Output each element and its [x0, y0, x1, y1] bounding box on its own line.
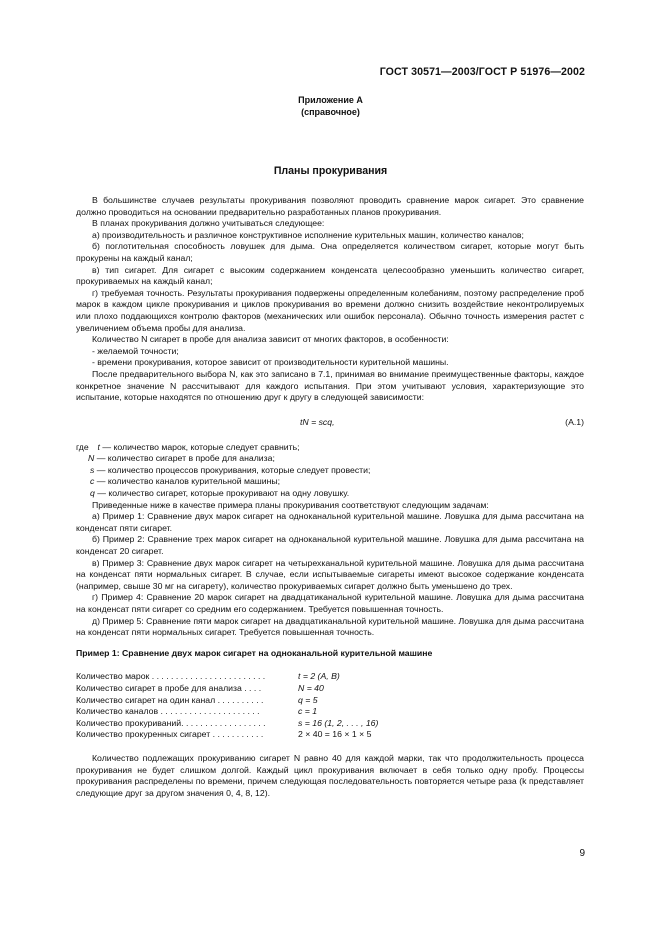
paragraph: Количество подлежащих прокуриванию сигарет N равно 40 для каждой марки, так что продолжительность процесса прокуривания не будет слишком долгой. Каждый цикл прокуривания включает в себя только одну пробу. Процессы прокуривания распределены по времени, причем следующая последовательность повторяется четыре раза (k представляет следующие друг за другом значения 0, 4, 8, 12). [76, 752, 584, 798]
section-title: Планы прокуривания [273, 165, 388, 177]
list-item: - желаемой точности; [92, 345, 179, 356]
appendix-title: Приложение А [298, 95, 363, 105]
parameter-value: c = 1 [298, 706, 318, 717]
parameter-label: Количество сигарет в пробе для анализа . . . . [76, 682, 262, 693]
example-item: д) Пример 5: Сравнение пяти марок сигарет на двадцатиканальной курительной машине. Ловушка для дыма рассчитана на конденсат пяти нормальных сигарет. Требуется повышенная точность. [76, 615, 584, 638]
definition-text: — количество сигарет в пробе для анализа; [96, 453, 275, 464]
example-item: г) Пример 4: Сравнение 20 марок сигарет на двадцатиканальной курительной машине. Ловушка для дыма рассчитана на конденсат пяти сигарет со средним его содержанием. Требуется повышенная точность. [76, 592, 584, 614]
document-body [76, 195, 584, 799]
parameter-value: N = 40 [298, 682, 324, 693]
example-heading: Пример 1: Сравнение двух марок сигарет на одноканальной курительной машине [76, 647, 433, 658]
paragraph: Приведенные ниже в качестве примера планы прокуривания соответствуют следующим задачам: [92, 499, 489, 510]
definition-symbol: N [88, 453, 95, 464]
parameter-value: s = 16 (1, 2, . . . , 16) [298, 717, 379, 728]
parameter-value: q = 5 [298, 694, 318, 705]
definition-symbol: s [90, 464, 95, 475]
example-item: б) Пример 2: Сравнение трех марок сигарет на одноканальной курительной машине. Ловушка для дыма рассчитана на конденсат 20 сигарет. [76, 534, 584, 557]
list-item: в) тип сигарет. Для сигарет с высоким содержанием конденсата целесообразно уменьшить количество сигарет, прокуриваемых на каждый канал; [76, 264, 584, 287]
parameter-row [76, 683, 584, 695]
page-number: 9 [579, 848, 585, 859]
parameter-row [76, 718, 584, 730]
example-item: а) Пример 1: Сравнение двух марок сигарет на одноканальной курительной машине. Ловушка для дыма рассчитана на конденсат пяти сигарет. [76, 511, 584, 533]
formula-expression: tN = scq, [300, 416, 335, 427]
list-item: б) поглотительная способность ловушек для дыма. Она определяется количеством сигарет, которые могут быть прокурены на каждый канал; [76, 241, 584, 263]
parameter-label: Количество прокуренных сигарет . . . . . . . . . . . [76, 729, 264, 740]
parameter-row [76, 706, 584, 718]
definition-symbol: c [90, 476, 95, 487]
parameter-label: Количество прокуриваний. . . . . . . . . . . . . . . . . . [76, 717, 266, 728]
parameter-value: 2 × 40 = 16 × 1 × 5 [298, 729, 372, 740]
definition-text: — количество процессов прокуривания, которые следует провести; [96, 464, 371, 475]
paragraph: Количество N сигарет в пробе для анализа зависит от многих факторов, в особенности: [92, 334, 449, 345]
parameter-row [76, 695, 584, 707]
list-item: а) производительность и различное конструктивное исполнение курительных машин, количество каналов; [92, 229, 524, 240]
definitions-list [76, 442, 584, 500]
definition-row [76, 476, 584, 488]
parameter-value: t = 2 (A, B) [298, 671, 340, 682]
example-parameters [76, 671, 584, 741]
document-header: ГОСТ 30571—2003/ГОСТ Р 51976—2002 [379, 66, 585, 78]
parameter-label: Количество сигарет на один канал . . . . . . . . . . [76, 694, 264, 705]
example-item: в) Пример 3: Сравнение двух марок сигарет на четырехканальной курительной машине. Ловушка для дыма рассчитана на конденсат пяти нормальных сигарет. В случае, если испытываемые сигареты имеют высокое содержание конденсата (например, свыше 30 мг на сигарету), количество прокуриваемых сигарет должно быть уменьшено до трех. [76, 557, 584, 591]
formula-block [76, 409, 584, 439]
definition-row [76, 465, 584, 477]
parameter-label: Количество марок . . . . . . . . . . . . . . . . . . . . . . . . [76, 671, 266, 682]
list-item: г) требуемая точность. Результаты прокуривания подвержены определенным колебаниям, поэтому распределение проб марок в каждом цикле прокуривания и циклов прокуривания во времени должно снизить воздействие неконтролируемых или плохо поддающихся контролю факторов (механических или ошибок персонала). Обычно точность измерения растет с увеличением объема пробы для анализа. [76, 287, 584, 333]
parameter-label: Количество каналов . . . . . . . . . . . . . . . . . . . . . [76, 706, 260, 717]
list-item: - времени прокуривания, которое зависит от производительности курительной машины. [92, 357, 449, 368]
paragraph: В большинстве случаев результаты прокуривания позволяют проводить сравнение марок сигарет. Это сравнение должно проводиться на основании предварительно разработанных планов прокуривания. [76, 195, 584, 217]
paragraph: В планах прокуривания должно учитываться следующее: [92, 218, 325, 229]
definition-row [76, 488, 584, 500]
parameter-row [76, 729, 584, 741]
definition-text: — количество марок, которые следует сравнить; [102, 441, 300, 452]
appendix-subtitle: (справочное) [301, 107, 360, 117]
definition-row [76, 442, 584, 454]
definition-symbol: q [90, 488, 95, 499]
definitions-intro: где [76, 441, 89, 452]
formula-number: (А.1) [565, 416, 584, 427]
definition-row [76, 453, 584, 465]
paragraph: После предварительного выбора N, как это записано в 7.1, принимая во внимание преимущественные факторы, каждое конкретное значение N рассчитывают для каждого испытания. При этом учитывают условия, характеризующие это испытание, которые находятся по отношению друг к другу в следующей зависимости: [76, 368, 584, 403]
parameter-row [76, 671, 584, 683]
appendix-heading [0, 94, 661, 118]
definition-text: — количество каналов курительной машины; [96, 476, 281, 487]
definition-symbol: t [97, 441, 100, 452]
definition-text: — количество сигарет, которые прокуривают на одну ловушку. [97, 488, 350, 499]
